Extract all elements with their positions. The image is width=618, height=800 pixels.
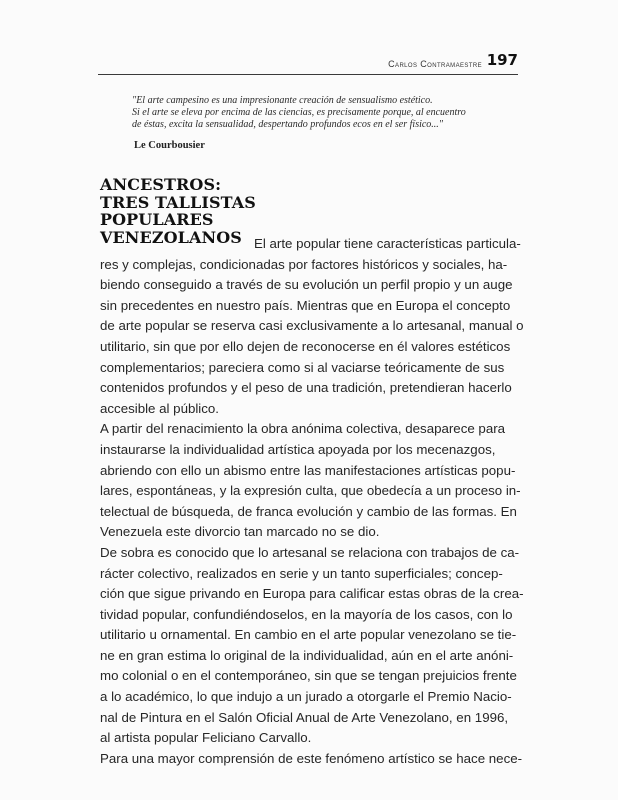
epigraph-quote	[132, 95, 482, 131]
body-line: accesible al público.	[100, 400, 220, 416]
body-line: nal de Pintura en el Salón Oficial Anual de Arte Venezolano, en 1996,	[100, 709, 509, 725]
epigraph-line: de éstas, excita la sensualidad, despertando profundos ecos en el ser físico..."	[132, 119, 444, 130]
body-line: A partir del renacimiento la obra anónima colectiva, desaparece para	[100, 421, 506, 437]
running-head: Carlos Contramaestre	[388, 59, 482, 69]
body-line: lares, espontáneas, y la expresión culta, que obedecía a un proceso in-	[100, 483, 521, 499]
body-line: Para una mayor comprensión de este fenómeno artístico se hace nece-	[100, 750, 523, 766]
body-line: al artista popular Feliciano Carvallo.	[100, 730, 312, 746]
epigraph-line: Si el arte se eleva por encima de las ciencias, es precisamente porque, al encuentro	[132, 107, 466, 118]
body-line: res y complejas, condicionadas por factores históricos y sociales, ha-	[100, 256, 508, 272]
body-text	[100, 234, 526, 769]
body-line: abriendo con ello un abismo entre las manifestaciones artísticas popu-	[100, 462, 516, 478]
body-line: biendo conseguido a través de su evolución un perfil propio y un auge	[100, 277, 513, 293]
epigraph-author: Le Courbousier	[134, 140, 205, 151]
body-line: telectual de búsqueda, de franca evolución y cambio de las formas. En	[100, 503, 517, 519]
body-line: De sobra es conocido que lo artesanal se relaciona con trabajos de ca-	[100, 544, 520, 560]
body-line: a lo académico, lo que indujo a un jurado a otorgarle el Premio Nacio-	[100, 689, 512, 705]
body-line: ción que sigue privando en Europa para calificar estas obras de la crea-	[100, 586, 524, 602]
body-line: tividad popular, confundiéndoselos, en la mayoría de los casos, con lo	[100, 606, 513, 622]
body-line: utilitario u ornamental. En cambio en el arte popular venezolano se tie-	[100, 627, 517, 643]
section-title-line: ANCESTROS:	[100, 175, 222, 194]
section-title-line: TRES TALLISTAS	[100, 192, 256, 212]
body-line: ne en gran estima lo original de la individualidad, aún en el arte anóni-	[100, 647, 514, 663]
body-line: instaurarse la individualidad artística apoyada por los mecenazgos,	[100, 441, 496, 457]
body-line: de arte popular se reserva casi exclusivamente a lo artesanal, manual o	[100, 318, 524, 334]
body-line: rácter colectivo, realizados en serie y un tanto superficiales; concep-	[100, 565, 503, 581]
body-line: complementarios; pareciera como si al vaciarse teóricamente de sus	[100, 359, 505, 375]
body-line: mo colonial o en el contemporáneo, sin que se tengan prejuicios frente	[100, 668, 517, 684]
body-line: El arte popular tiene características particula-	[254, 236, 521, 251]
page-number: 197	[486, 51, 518, 69]
epigraph-line: "El arte campesino es una impresionante creación de sensualismo estético.	[132, 95, 433, 106]
body-line: sin precedentes en nuestro país. Mientras que en Europa el concepto	[100, 297, 511, 313]
body-line: utilitario, sin que por ello dejen de reconocerse en él valores estéticos	[100, 338, 511, 354]
section-title-line: VENEZOLANOS	[100, 227, 242, 247]
body-line: contenidos profundos y el peso de una tradición, pretendieran hacerlo	[100, 380, 512, 396]
section-title-line: POPULARES	[100, 210, 214, 229]
page-header	[98, 50, 518, 75]
body-line: Venezuela este divorcio tan marcado no se dio.	[100, 524, 380, 540]
